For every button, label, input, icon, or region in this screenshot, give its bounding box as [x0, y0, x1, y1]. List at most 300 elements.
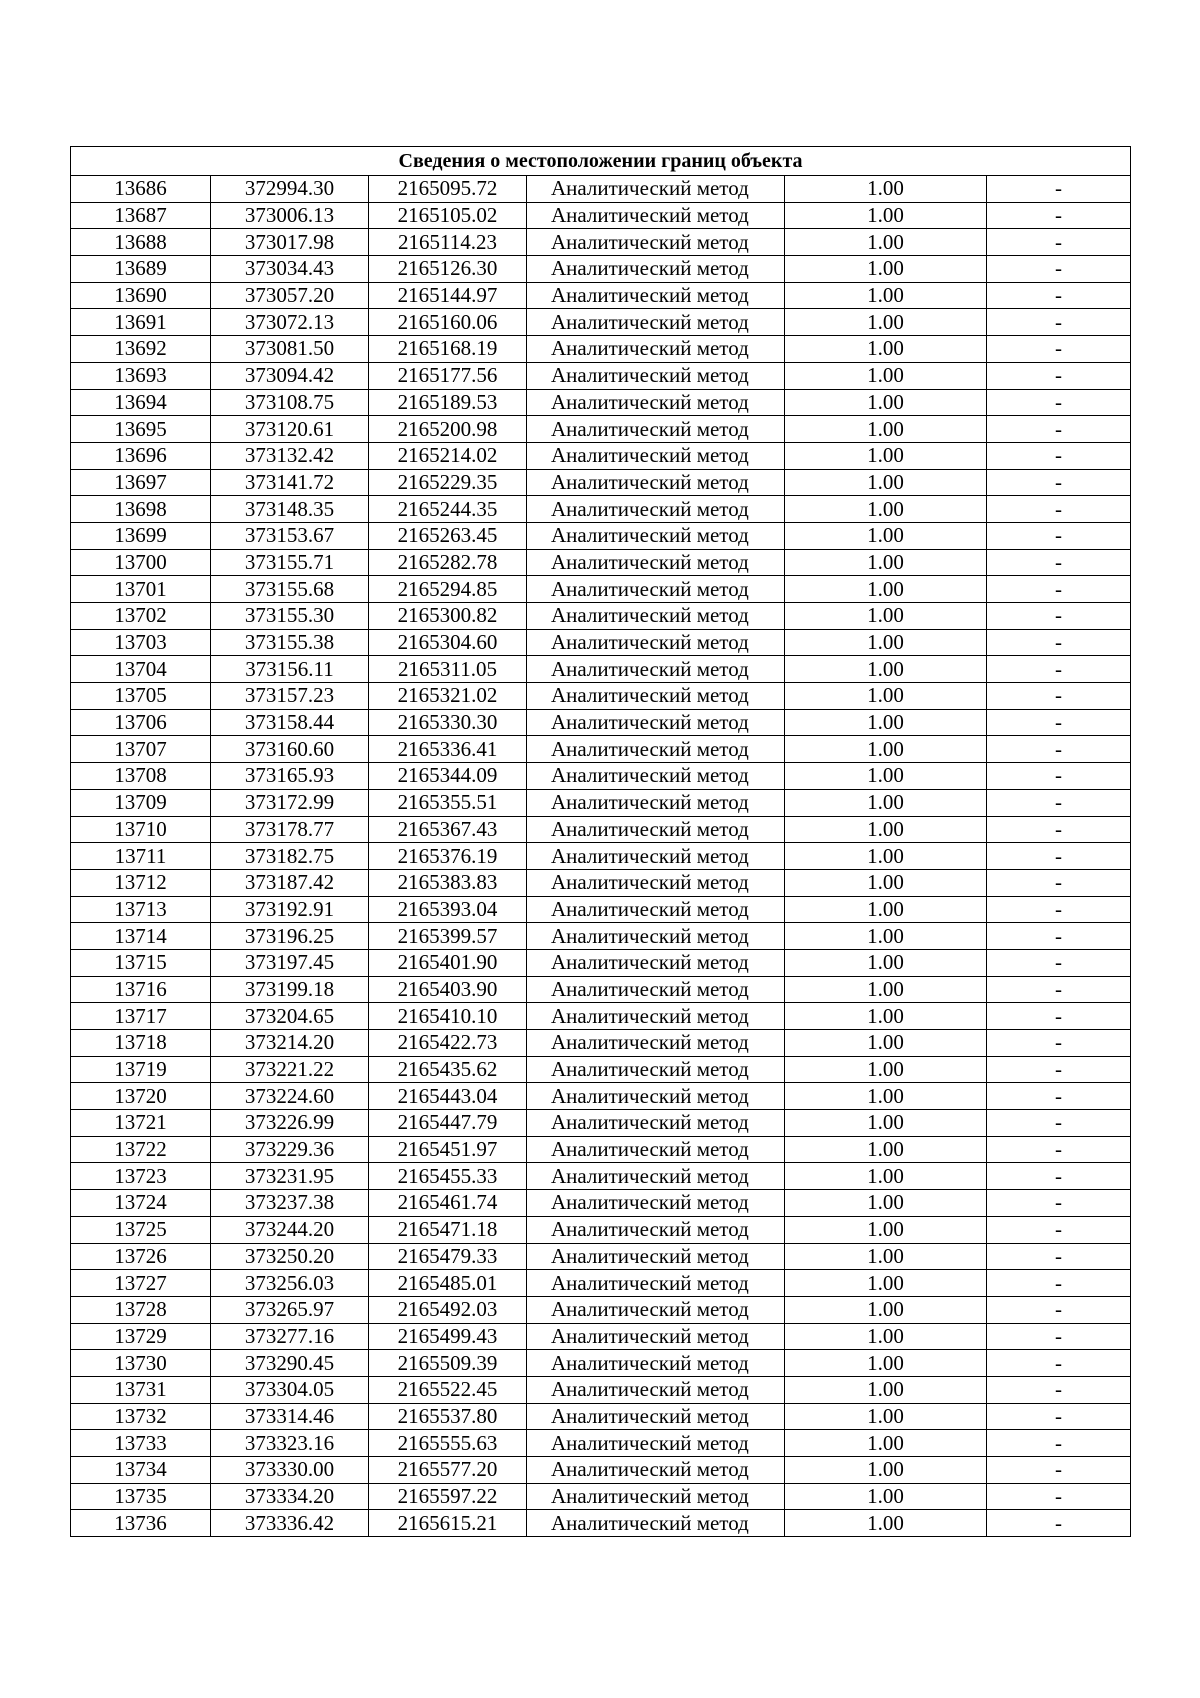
method-cell: Аналитический метод — [527, 976, 785, 1003]
point-number-cell: 13693 — [71, 362, 211, 389]
y-coordinate-cell: 2165399.57 — [369, 923, 527, 950]
accuracy-cell: 1.00 — [785, 1216, 987, 1243]
method-cell: Аналитический метод — [527, 1056, 785, 1083]
table-row — [71, 309, 1131, 336]
y-coordinate-cell: 2165447.79 — [369, 1110, 527, 1137]
x-coordinate-cell: 373155.30 — [211, 603, 369, 630]
accuracy-cell: 1.00 — [785, 763, 987, 790]
x-coordinate-cell: 373224.60 — [211, 1083, 369, 1110]
table-row — [71, 1190, 1131, 1217]
point-number-cell: 13696 — [71, 442, 211, 469]
accuracy-cell: 1.00 — [785, 789, 987, 816]
table-row — [71, 923, 1131, 950]
table-row — [71, 1003, 1131, 1030]
accuracy-cell: 1.00 — [785, 442, 987, 469]
table-row — [71, 362, 1131, 389]
accuracy-cell: 1.00 — [785, 389, 987, 416]
y-coordinate-cell: 2165229.35 — [369, 469, 527, 496]
point-number-cell: 13688 — [71, 229, 211, 256]
y-coordinate-cell: 2165321.02 — [369, 683, 527, 710]
table-row — [71, 469, 1131, 496]
table-row — [71, 763, 1131, 790]
accuracy-cell: 1.00 — [785, 1003, 987, 1030]
description-cell: - — [987, 1003, 1131, 1030]
accuracy-cell: 1.00 — [785, 1483, 987, 1510]
accuracy-cell: 1.00 — [785, 1083, 987, 1110]
table-row — [71, 522, 1131, 549]
description-cell: - — [987, 576, 1131, 603]
description-cell: - — [987, 1030, 1131, 1057]
method-cell: Аналитический метод — [527, 549, 785, 576]
method-cell: Аналитический метод — [527, 869, 785, 896]
description-cell: - — [987, 1083, 1131, 1110]
description-cell: - — [987, 869, 1131, 896]
x-coordinate-cell: 373237.38 — [211, 1190, 369, 1217]
accuracy-cell: 1.00 — [785, 309, 987, 336]
method-cell: Аналитический метод — [527, 1376, 785, 1403]
y-coordinate-cell: 2165294.85 — [369, 576, 527, 603]
description-cell: - — [987, 1403, 1131, 1430]
method-cell: Аналитический метод — [527, 1483, 785, 1510]
description-cell: - — [987, 1216, 1131, 1243]
description-cell: - — [987, 309, 1131, 336]
point-number-cell: 13732 — [71, 1403, 211, 1430]
method-cell: Аналитический метод — [527, 843, 785, 870]
description-cell: - — [987, 1190, 1131, 1217]
x-coordinate-cell: 373290.45 — [211, 1350, 369, 1377]
x-coordinate-cell: 373334.20 — [211, 1483, 369, 1510]
method-cell: Аналитический метод — [527, 763, 785, 790]
method-cell: Аналитический метод — [527, 256, 785, 283]
x-coordinate-cell: 373057.20 — [211, 282, 369, 309]
x-coordinate-cell: 373231.95 — [211, 1163, 369, 1190]
y-coordinate-cell: 2165383.83 — [369, 869, 527, 896]
y-coordinate-cell: 2165615.21 — [369, 1510, 527, 1537]
description-cell: - — [987, 389, 1131, 416]
x-coordinate-cell: 373034.43 — [211, 256, 369, 283]
y-coordinate-cell: 2165105.02 — [369, 202, 527, 229]
table-row — [71, 176, 1131, 203]
accuracy-cell: 1.00 — [785, 576, 987, 603]
table-row — [71, 1110, 1131, 1137]
table-title: Сведения о местоположении границ объекта — [71, 147, 1131, 176]
point-number-cell: 13694 — [71, 389, 211, 416]
y-coordinate-cell: 2165499.43 — [369, 1323, 527, 1350]
accuracy-cell: 1.00 — [785, 629, 987, 656]
table-title-row — [71, 147, 1131, 176]
accuracy-cell: 1.00 — [785, 683, 987, 710]
point-number-cell: 13708 — [71, 763, 211, 790]
table-row — [71, 1296, 1131, 1323]
point-number-cell: 13689 — [71, 256, 211, 283]
y-coordinate-cell: 2165304.60 — [369, 629, 527, 656]
y-coordinate-cell: 2165537.80 — [369, 1403, 527, 1430]
table-row — [71, 1403, 1131, 1430]
method-cell: Аналитический метод — [527, 1030, 785, 1057]
description-cell: - — [987, 229, 1131, 256]
accuracy-cell: 1.00 — [785, 1376, 987, 1403]
table-row — [71, 576, 1131, 603]
y-coordinate-cell: 2165095.72 — [369, 176, 527, 203]
y-coordinate-cell: 2165282.78 — [369, 549, 527, 576]
method-cell: Аналитический метод — [527, 1430, 785, 1457]
x-coordinate-cell: 373336.42 — [211, 1510, 369, 1537]
point-number-cell: 13716 — [71, 976, 211, 1003]
description-cell: - — [987, 789, 1131, 816]
point-number-cell: 13692 — [71, 336, 211, 363]
accuracy-cell: 1.00 — [785, 1403, 987, 1430]
table-row — [71, 442, 1131, 469]
point-number-cell: 13701 — [71, 576, 211, 603]
x-coordinate-cell: 373199.18 — [211, 976, 369, 1003]
table-row — [71, 603, 1131, 630]
method-cell: Аналитический метод — [527, 309, 785, 336]
accuracy-cell: 1.00 — [785, 1136, 987, 1163]
y-coordinate-cell: 2165263.45 — [369, 522, 527, 549]
description-cell: - — [987, 176, 1131, 203]
description-cell: - — [987, 1056, 1131, 1083]
method-cell: Аналитический метод — [527, 1457, 785, 1484]
method-cell: Аналитический метод — [527, 603, 785, 630]
accuracy-cell: 1.00 — [785, 603, 987, 630]
accuracy-cell: 1.00 — [785, 1163, 987, 1190]
x-coordinate-cell: 373172.99 — [211, 789, 369, 816]
method-cell: Аналитический метод — [527, 1323, 785, 1350]
x-coordinate-cell: 373244.20 — [211, 1216, 369, 1243]
table-row — [71, 709, 1131, 736]
description-cell: - — [987, 1510, 1131, 1537]
accuracy-cell: 1.00 — [785, 1323, 987, 1350]
accuracy-cell: 1.00 — [785, 1457, 987, 1484]
method-cell: Аналитический метод — [527, 656, 785, 683]
x-coordinate-cell: 373153.67 — [211, 522, 369, 549]
description-cell: - — [987, 1110, 1131, 1137]
point-number-cell: 13691 — [71, 309, 211, 336]
point-number-cell: 13711 — [71, 843, 211, 870]
y-coordinate-cell: 2165492.03 — [369, 1296, 527, 1323]
y-coordinate-cell: 2165367.43 — [369, 816, 527, 843]
point-number-cell: 13697 — [71, 469, 211, 496]
x-coordinate-cell: 373141.72 — [211, 469, 369, 496]
y-coordinate-cell: 2165300.82 — [369, 603, 527, 630]
description-cell: - — [987, 282, 1131, 309]
point-number-cell: 13724 — [71, 1190, 211, 1217]
y-coordinate-cell: 2165435.62 — [369, 1056, 527, 1083]
table-row — [71, 416, 1131, 443]
method-cell: Аналитический метод — [527, 362, 785, 389]
y-coordinate-cell: 2165461.74 — [369, 1190, 527, 1217]
point-number-cell: 13723 — [71, 1163, 211, 1190]
x-coordinate-cell: 373314.46 — [211, 1403, 369, 1430]
table-row — [71, 656, 1131, 683]
x-coordinate-cell: 373132.42 — [211, 442, 369, 469]
point-number-cell: 13735 — [71, 1483, 211, 1510]
accuracy-cell: 1.00 — [785, 256, 987, 283]
table-row — [71, 229, 1131, 256]
table-row — [71, 976, 1131, 1003]
accuracy-cell: 1.00 — [785, 869, 987, 896]
point-number-cell: 13719 — [71, 1056, 211, 1083]
accuracy-cell: 1.00 — [785, 176, 987, 203]
table-row — [71, 683, 1131, 710]
x-coordinate-cell: 373081.50 — [211, 336, 369, 363]
point-number-cell: 13729 — [71, 1323, 211, 1350]
point-number-cell: 13726 — [71, 1243, 211, 1270]
accuracy-cell: 1.00 — [785, 1243, 987, 1270]
description-cell: - — [987, 416, 1131, 443]
x-coordinate-cell: 373072.13 — [211, 309, 369, 336]
point-number-cell: 13720 — [71, 1083, 211, 1110]
x-coordinate-cell: 373214.20 — [211, 1030, 369, 1057]
description-cell: - — [987, 976, 1131, 1003]
method-cell: Аналитический метод — [527, 1403, 785, 1430]
table-row — [71, 1483, 1131, 1510]
method-cell: Аналитический метод — [527, 1296, 785, 1323]
x-coordinate-cell: 373120.61 — [211, 416, 369, 443]
method-cell: Аналитический метод — [527, 816, 785, 843]
description-cell: - — [987, 816, 1131, 843]
method-cell: Аналитический метод — [527, 416, 785, 443]
method-cell: Аналитический метод — [527, 1350, 785, 1377]
accuracy-cell: 1.00 — [785, 949, 987, 976]
accuracy-cell: 1.00 — [785, 923, 987, 950]
accuracy-cell: 1.00 — [785, 709, 987, 736]
method-cell: Аналитический метод — [527, 469, 785, 496]
point-number-cell: 13733 — [71, 1430, 211, 1457]
point-number-cell: 13705 — [71, 683, 211, 710]
x-coordinate-cell: 373160.60 — [211, 736, 369, 763]
method-cell: Аналитический метод — [527, 1110, 785, 1137]
description-cell: - — [987, 1483, 1131, 1510]
point-number-cell: 13718 — [71, 1030, 211, 1057]
point-number-cell: 13707 — [71, 736, 211, 763]
y-coordinate-cell: 2165471.18 — [369, 1216, 527, 1243]
description-cell: - — [987, 763, 1131, 790]
point-number-cell: 13712 — [71, 869, 211, 896]
point-number-cell: 13717 — [71, 1003, 211, 1030]
point-number-cell: 13722 — [71, 1136, 211, 1163]
method-cell: Аналитический метод — [527, 1243, 785, 1270]
method-cell: Аналитический метод — [527, 1190, 785, 1217]
accuracy-cell: 1.00 — [785, 1190, 987, 1217]
y-coordinate-cell: 2165376.19 — [369, 843, 527, 870]
point-number-cell: 13713 — [71, 896, 211, 923]
method-cell: Аналитический метод — [527, 389, 785, 416]
x-coordinate-cell: 373017.98 — [211, 229, 369, 256]
description-cell: - — [987, 656, 1131, 683]
y-coordinate-cell: 2165344.09 — [369, 763, 527, 790]
x-coordinate-cell: 373108.75 — [211, 389, 369, 416]
table-row — [71, 496, 1131, 523]
method-cell: Аналитический метод — [527, 202, 785, 229]
table-row — [71, 869, 1131, 896]
description-cell: - — [987, 522, 1131, 549]
table-row — [71, 1056, 1131, 1083]
method-cell: Аналитический метод — [527, 709, 785, 736]
description-cell: - — [987, 896, 1131, 923]
accuracy-cell: 1.00 — [785, 1110, 987, 1137]
y-coordinate-cell: 2165189.53 — [369, 389, 527, 416]
method-cell: Аналитический метод — [527, 1510, 785, 1537]
accuracy-cell: 1.00 — [785, 736, 987, 763]
y-coordinate-cell: 2165244.35 — [369, 496, 527, 523]
description-cell: - — [987, 256, 1131, 283]
table-row — [71, 282, 1131, 309]
method-cell: Аналитический метод — [527, 522, 785, 549]
description-cell: - — [987, 1296, 1131, 1323]
description-cell: - — [987, 629, 1131, 656]
point-number-cell: 13690 — [71, 282, 211, 309]
x-coordinate-cell: 373196.25 — [211, 923, 369, 950]
accuracy-cell: 1.00 — [785, 896, 987, 923]
point-number-cell: 13700 — [71, 549, 211, 576]
description-cell: - — [987, 603, 1131, 630]
x-coordinate-cell: 373250.20 — [211, 1243, 369, 1270]
accuracy-cell: 1.00 — [785, 362, 987, 389]
table-row — [71, 843, 1131, 870]
accuracy-cell: 1.00 — [785, 229, 987, 256]
y-coordinate-cell: 2165555.63 — [369, 1430, 527, 1457]
description-cell: - — [987, 843, 1131, 870]
point-number-cell: 13695 — [71, 416, 211, 443]
method-cell: Аналитический метод — [527, 683, 785, 710]
x-coordinate-cell: 373304.05 — [211, 1376, 369, 1403]
y-coordinate-cell: 2165410.10 — [369, 1003, 527, 1030]
table-row — [71, 202, 1131, 229]
accuracy-cell: 1.00 — [785, 1270, 987, 1297]
point-number-cell: 13706 — [71, 709, 211, 736]
y-coordinate-cell: 2165114.23 — [369, 229, 527, 256]
method-cell: Аналитический метод — [527, 1270, 785, 1297]
x-coordinate-cell: 373323.16 — [211, 1430, 369, 1457]
table-row — [71, 256, 1131, 283]
accuracy-cell: 1.00 — [785, 282, 987, 309]
description-cell: - — [987, 442, 1131, 469]
method-cell: Аналитический метод — [527, 1083, 785, 1110]
point-number-cell: 13714 — [71, 923, 211, 950]
description-cell: - — [987, 1243, 1131, 1270]
method-cell: Аналитический метод — [527, 282, 785, 309]
table-row — [71, 1083, 1131, 1110]
accuracy-cell: 1.00 — [785, 522, 987, 549]
description-cell: - — [987, 1270, 1131, 1297]
description-cell: - — [987, 202, 1131, 229]
accuracy-cell: 1.00 — [785, 1350, 987, 1377]
description-cell: - — [987, 336, 1131, 363]
y-coordinate-cell: 2165330.30 — [369, 709, 527, 736]
y-coordinate-cell: 2165200.98 — [369, 416, 527, 443]
point-number-cell: 13698 — [71, 496, 211, 523]
accuracy-cell: 1.00 — [785, 202, 987, 229]
method-cell: Аналитический метод — [527, 576, 785, 603]
y-coordinate-cell: 2165311.05 — [369, 656, 527, 683]
x-coordinate-cell: 373277.16 — [211, 1323, 369, 1350]
point-number-cell: 13687 — [71, 202, 211, 229]
accuracy-cell: 1.00 — [785, 336, 987, 363]
description-cell: - — [987, 1323, 1131, 1350]
x-coordinate-cell: 373192.91 — [211, 896, 369, 923]
method-cell: Аналитический метод — [527, 336, 785, 363]
method-cell: Аналитический метод — [527, 496, 785, 523]
accuracy-cell: 1.00 — [785, 1030, 987, 1057]
table-row — [71, 1030, 1131, 1057]
point-number-cell: 13699 — [71, 522, 211, 549]
table-row — [71, 1136, 1131, 1163]
description-cell: - — [987, 923, 1131, 950]
accuracy-cell: 1.00 — [785, 416, 987, 443]
description-cell: - — [987, 709, 1131, 736]
description-cell: - — [987, 1457, 1131, 1484]
method-cell: Аналитический метод — [527, 949, 785, 976]
y-coordinate-cell: 2165393.04 — [369, 896, 527, 923]
y-coordinate-cell: 2165168.19 — [369, 336, 527, 363]
method-cell: Аналитический метод — [527, 629, 785, 656]
table-row — [71, 1350, 1131, 1377]
x-coordinate-cell: 373197.45 — [211, 949, 369, 976]
accuracy-cell: 1.00 — [785, 549, 987, 576]
boundary-coordinates-table — [70, 146, 1131, 1537]
accuracy-cell: 1.00 — [785, 1056, 987, 1083]
accuracy-cell: 1.00 — [785, 469, 987, 496]
table-row — [71, 1243, 1131, 1270]
table-row — [71, 1270, 1131, 1297]
method-cell: Аналитический метод — [527, 896, 785, 923]
table-row — [71, 1457, 1131, 1484]
description-cell: - — [987, 949, 1131, 976]
y-coordinate-cell: 2165479.33 — [369, 1243, 527, 1270]
y-coordinate-cell: 2165522.45 — [369, 1376, 527, 1403]
accuracy-cell: 1.00 — [785, 1430, 987, 1457]
x-coordinate-cell: 373156.11 — [211, 656, 369, 683]
x-coordinate-cell: 373094.42 — [211, 362, 369, 389]
y-coordinate-cell: 2165126.30 — [369, 256, 527, 283]
table-row — [71, 549, 1131, 576]
accuracy-cell: 1.00 — [785, 1510, 987, 1537]
y-coordinate-cell: 2165451.97 — [369, 1136, 527, 1163]
point-number-cell: 13734 — [71, 1457, 211, 1484]
accuracy-cell: 1.00 — [785, 1296, 987, 1323]
accuracy-cell: 1.00 — [785, 816, 987, 843]
x-coordinate-cell: 372994.30 — [211, 176, 369, 203]
description-cell: - — [987, 1430, 1131, 1457]
table-row — [71, 389, 1131, 416]
table-row — [71, 336, 1131, 363]
point-number-cell: 13710 — [71, 816, 211, 843]
y-coordinate-cell: 2165144.97 — [369, 282, 527, 309]
x-coordinate-cell: 373157.23 — [211, 683, 369, 710]
point-number-cell: 13702 — [71, 603, 211, 630]
description-cell: - — [987, 549, 1131, 576]
x-coordinate-cell: 373155.68 — [211, 576, 369, 603]
table-body — [71, 147, 1131, 1537]
x-coordinate-cell: 373221.22 — [211, 1056, 369, 1083]
method-cell: Аналитический метод — [527, 229, 785, 256]
point-number-cell: 13725 — [71, 1216, 211, 1243]
description-cell: - — [987, 362, 1131, 389]
y-coordinate-cell: 2165597.22 — [369, 1483, 527, 1510]
point-number-cell: 13703 — [71, 629, 211, 656]
x-coordinate-cell: 373178.77 — [211, 816, 369, 843]
method-cell: Аналитический метод — [527, 442, 785, 469]
method-cell: Аналитический метод — [527, 1216, 785, 1243]
point-number-cell: 13715 — [71, 949, 211, 976]
x-coordinate-cell: 373226.99 — [211, 1110, 369, 1137]
y-coordinate-cell: 2165214.02 — [369, 442, 527, 469]
table-row — [71, 1376, 1131, 1403]
y-coordinate-cell: 2165403.90 — [369, 976, 527, 1003]
x-coordinate-cell: 373229.36 — [211, 1136, 369, 1163]
x-coordinate-cell: 373155.71 — [211, 549, 369, 576]
